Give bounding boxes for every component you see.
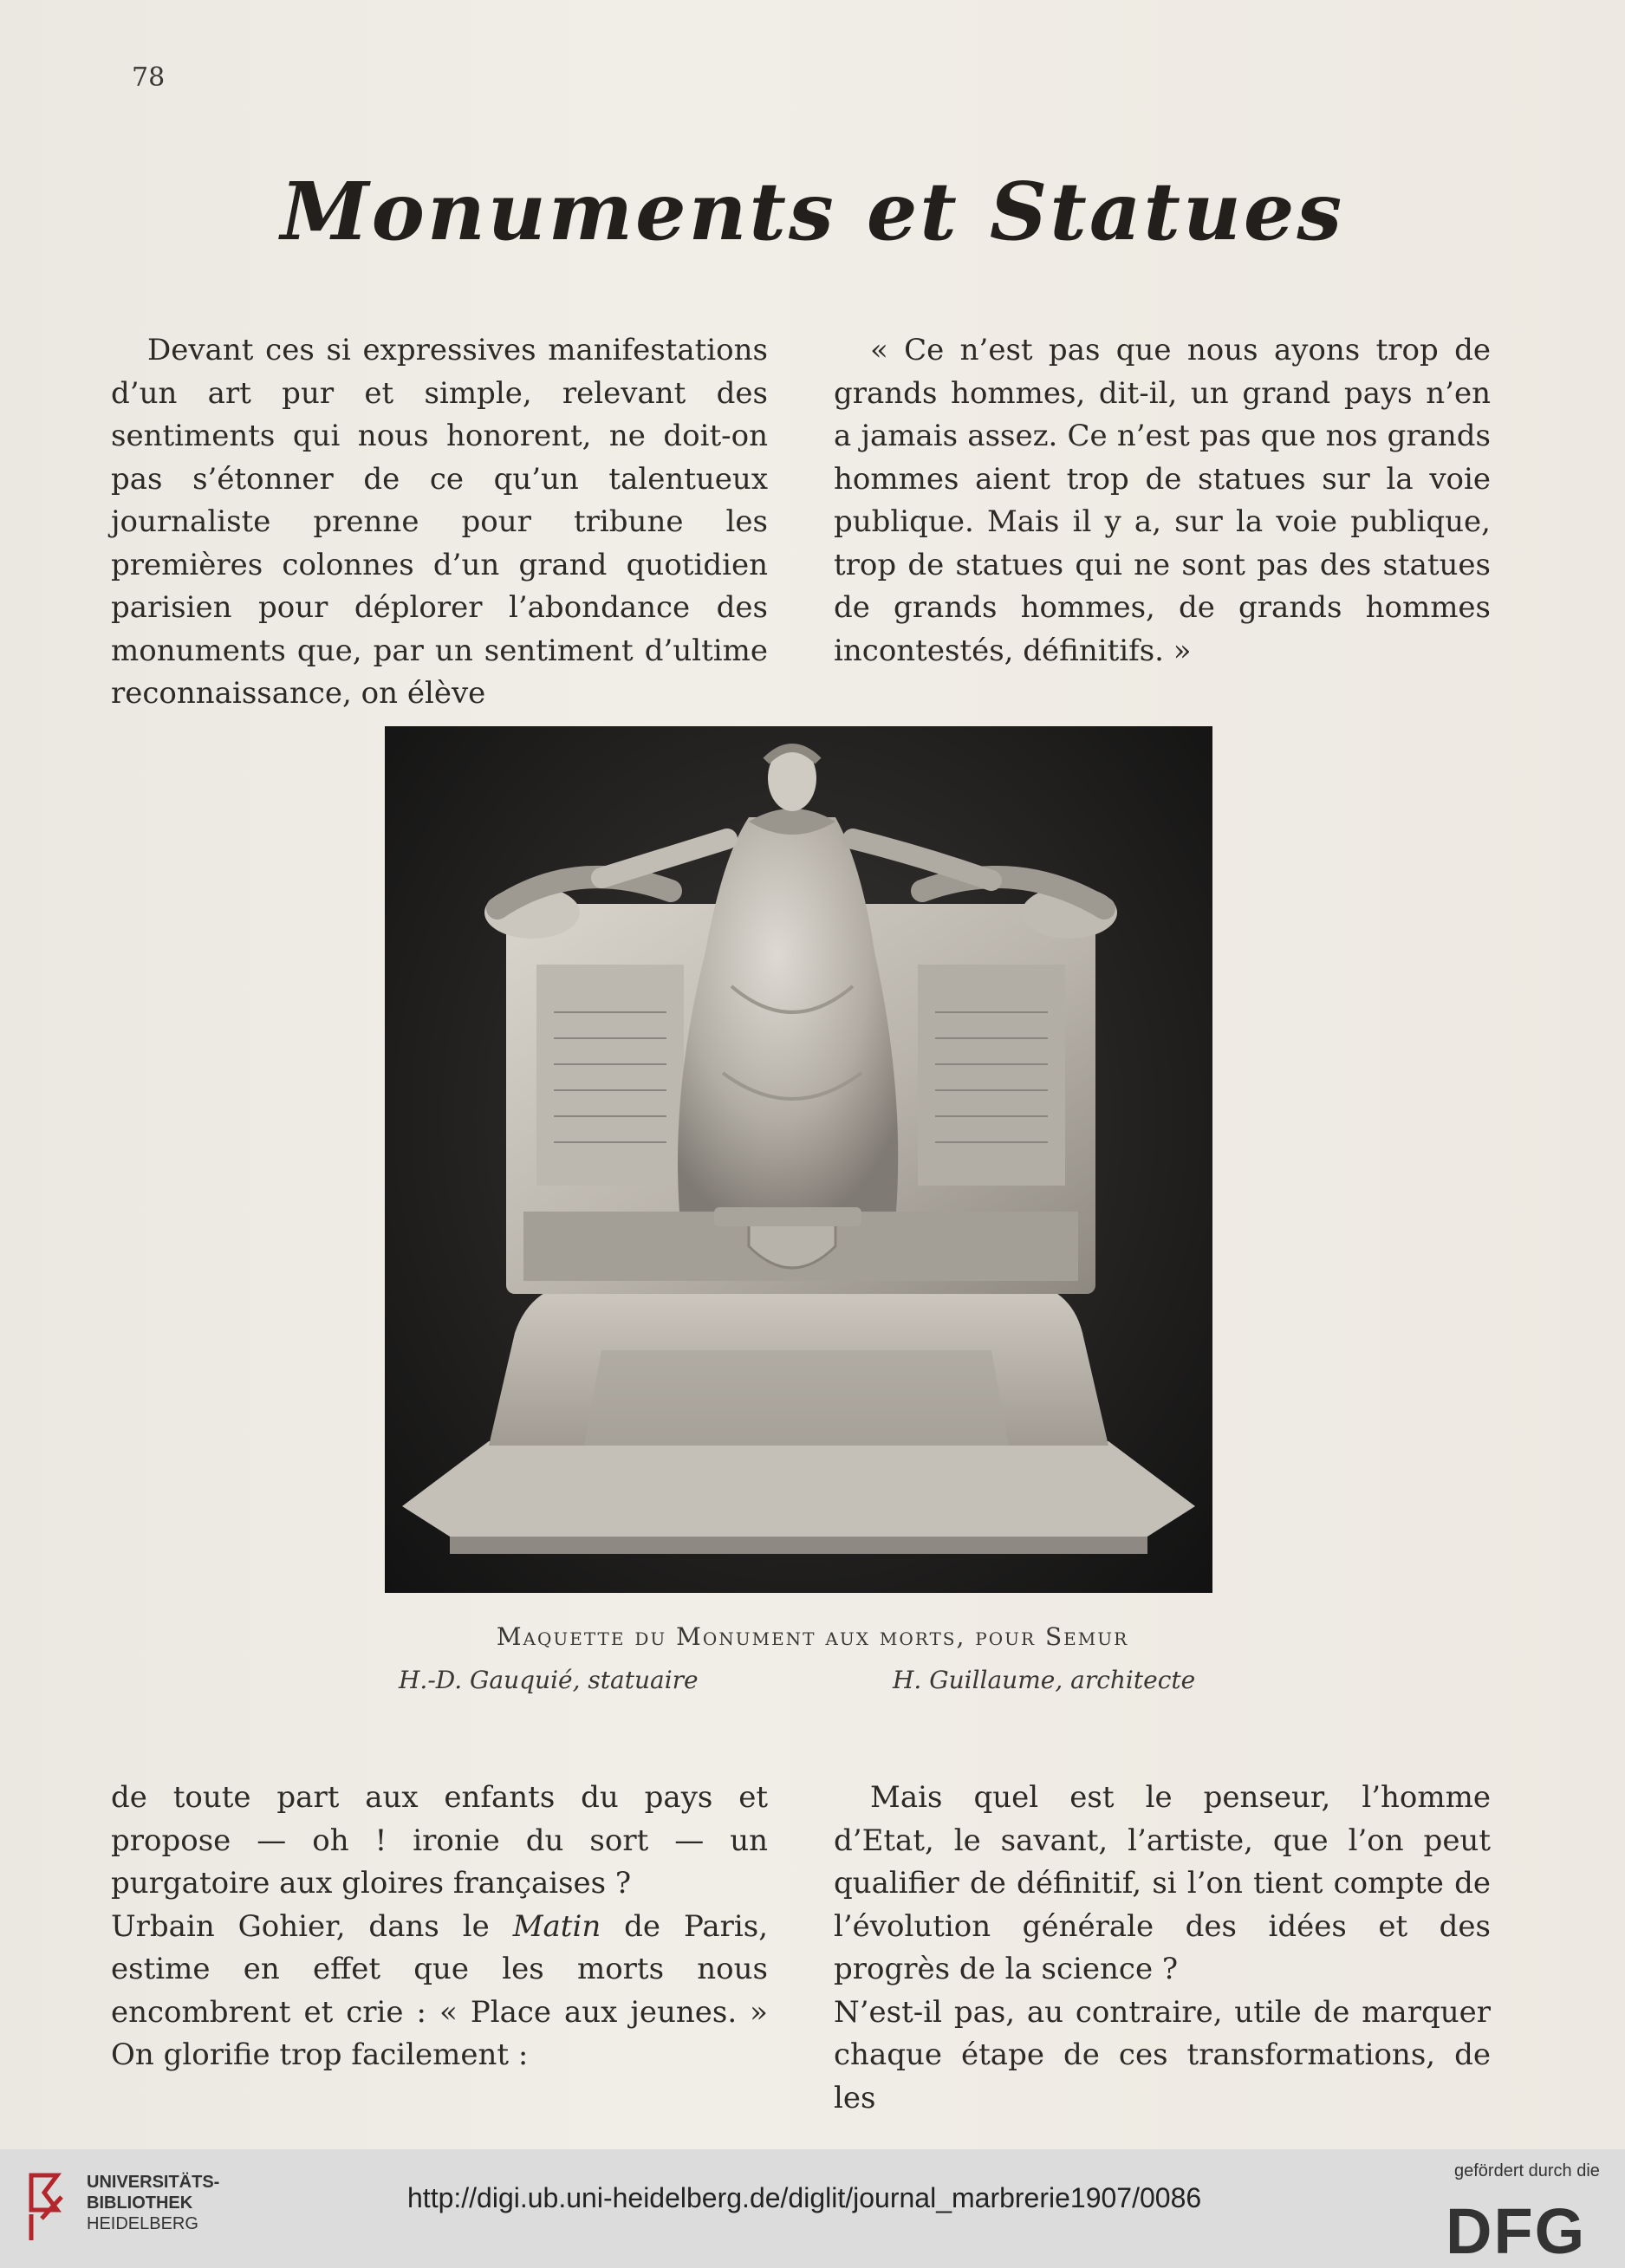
gohier-text-start: Urbain Gohier, dans le xyxy=(111,1908,513,1944)
library-name-line-1: UNIVERSITÄTS- xyxy=(87,2173,220,2192)
column-bottom-right xyxy=(834,1777,1491,2120)
digitization-footer xyxy=(0,2149,1625,2268)
library-name-line-3: HEIDELBERG xyxy=(87,2214,198,2233)
dfg-logo: DFG xyxy=(1446,2195,1587,2267)
permalink-url[interactable]: http://digi.ub.uni-heidelberg.de/diglit/journal_marbrerie1907/0086 xyxy=(407,2182,1202,2213)
gohier-text-end: de Paris, estime en effet que les morts nous encombrent et crie : « Place aux jeunes. » On glorifie trop facilement : xyxy=(111,1908,768,2072)
library-logo-icon xyxy=(23,2167,75,2245)
column-top-right xyxy=(834,329,1491,673)
library-name xyxy=(87,2172,219,2234)
paragraph-top-left: Devant ces si expressives manifestations d’un art pur et simple, relevant des sentiments qui nous honorent, ne doit-on pas s’étonner de ce qu’un talentueux journaliste prenne pour tribune les premières colonnes d’un grand quotidien parisien pour déplorer l’abondance des monuments que, par un sentiment d’ultime reconnaissance, on élève xyxy=(111,333,768,711)
paragraph-bottom-left-1: de toute part aux enfants du pays et propose — oh ! ironie du sort — un purgatoire aux gloires françaises ? xyxy=(111,1780,768,1901)
photo-caption-sculptor: H.-D. Gauquié, statuaire xyxy=(399,1666,699,1694)
funding-note: gefördert durch die xyxy=(1454,2161,1600,2180)
newspaper-name: Matin xyxy=(512,1908,601,1944)
photo-caption-title: Maquette du Monument aux morts, pour Semur xyxy=(496,1622,1129,1651)
paragraph-bottom-right-2: N’est-il pas, au contraire, utile de marquer chaque étape de ces transformations, de les xyxy=(834,1994,1491,2115)
article-title: Monuments et Statues xyxy=(280,165,1345,258)
paragraph-top-right: « Ce n’est pas que nous ayons trop de grands hommes, dit-il, un grand pays n’en a jamais assez. Ce n’est pas que nos grands hommes aient trop de statues sur la voie publique. Mais il y a, sur la voie publique, trop de statues qui ne sont pas des statues de grands hommes, de grands hommes incontestés, définitifs. » xyxy=(834,333,1491,668)
photo-caption-architect: H. Guillaume, architecte xyxy=(893,1666,1196,1694)
paragraph-bottom-right-1: Mais quel est le penseur, l’homme d’Etat, le savant, l’artiste, que l’on peut qualifier de définitif, si l’on tient compte de l’évolution générale des idées et des progrès de la science ? xyxy=(834,1780,1491,1986)
monument-photograph xyxy=(385,726,1212,1593)
paragraph-bottom-left-2 xyxy=(111,1906,768,2077)
column-top-left xyxy=(111,329,768,716)
page-number: 78 xyxy=(132,62,166,93)
column-bottom-left xyxy=(111,1777,768,2077)
library-name-line-2: BIBLIOTHEK xyxy=(87,2193,193,2213)
monument-base-slab xyxy=(402,1441,1195,1537)
